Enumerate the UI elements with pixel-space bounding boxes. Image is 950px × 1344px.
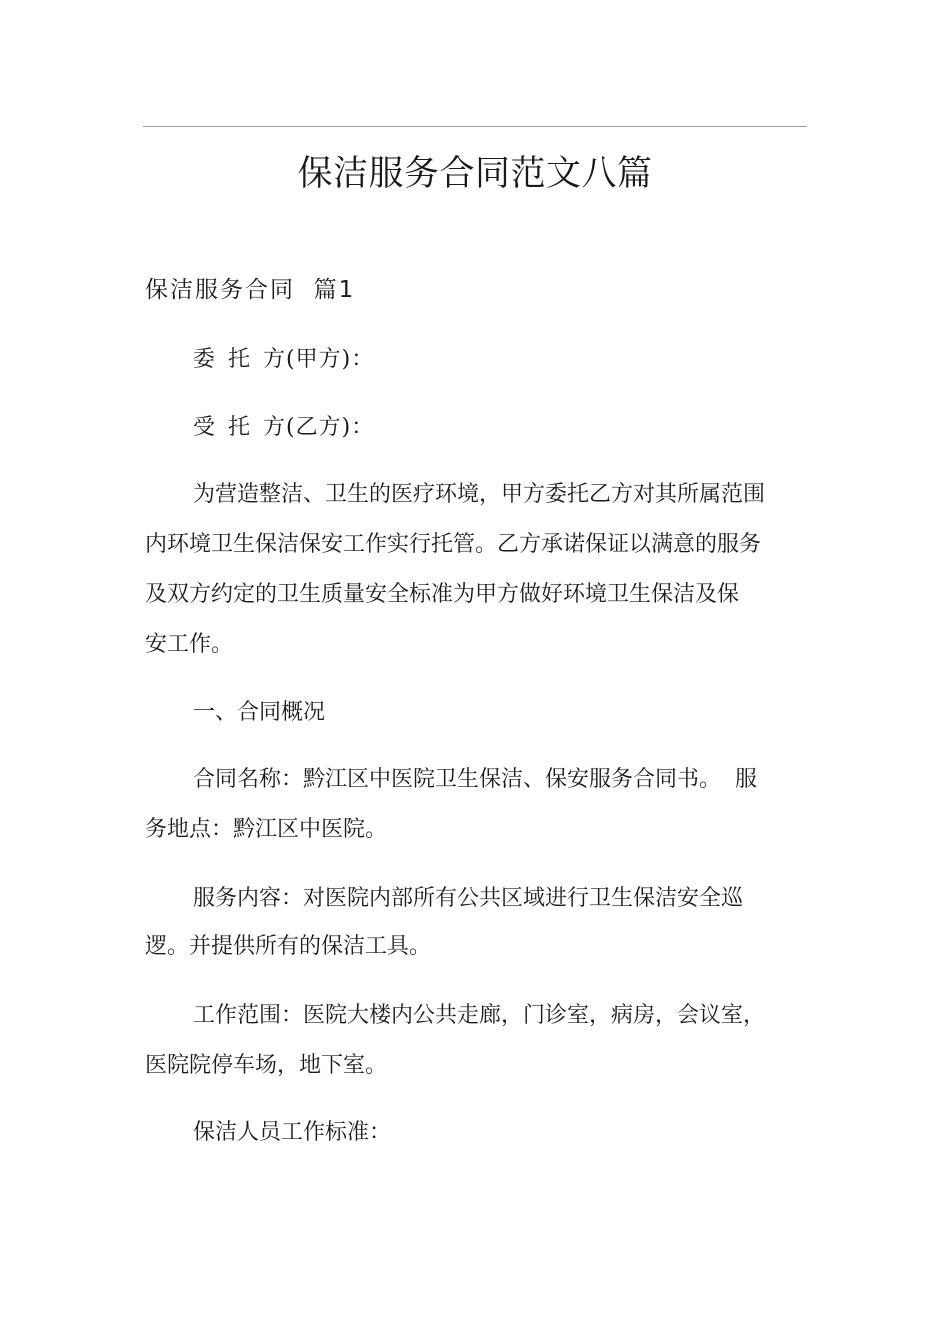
contractor-label-char-1: 受 — [193, 415, 217, 440]
staff-standard-heading: 保洁人员工作标准： — [193, 1120, 392, 1145]
client-party-line — [193, 343, 374, 377]
client-label-rest: 方(甲方)： — [263, 347, 375, 372]
client-label-char-1: 委 — [193, 347, 217, 372]
overview-heading: 一、合同概况 — [193, 700, 326, 725]
intro-line-4: 安工作。 — [145, 632, 234, 657]
header-rule — [143, 126, 807, 127]
work-scope-line-2: 医院院停车场，地下室。 — [145, 1053, 388, 1078]
contract-name-line-1: 合同名称：黔江区中医院卫生保洁、保安服务合同书。 服 — [193, 767, 757, 792]
intro-line-2: 内环境卫生保洁保安工作实行托管。乙方承诺保证以满意的服务 — [145, 532, 762, 557]
contractor-party-line — [193, 411, 374, 445]
contractor-label-rest: 方(乙方)： — [263, 415, 375, 440]
intro-line-1: 为营造整洁、卫生的医疗环境，甲方委托乙方对其所属范围 — [193, 482, 766, 507]
work-scope-line-1: 工作范围：医院大楼内公共走廊，门诊室，病房，会议室， — [193, 1003, 766, 1028]
service-content-line-2: 逻。并提供所有的保洁工具。 — [145, 934, 432, 959]
contract-name-line-2: 务地点：黔江区中医院。 — [145, 817, 388, 842]
intro-line-3: 及双方约定的卫生质量安全标准为甲方做好环境卫生保洁及保 — [145, 582, 740, 607]
document-title: 保洁服务合同范文八篇 — [297, 154, 653, 194]
section-heading: 保洁服务合同 篇1 — [145, 277, 356, 303]
contractor-label-char-2: 托 — [228, 415, 252, 440]
client-label-char-2: 托 — [228, 347, 252, 372]
service-content-line-1: 服务内容：对医院内部所有公共区域进行卫生保洁安全巡 — [193, 886, 744, 911]
